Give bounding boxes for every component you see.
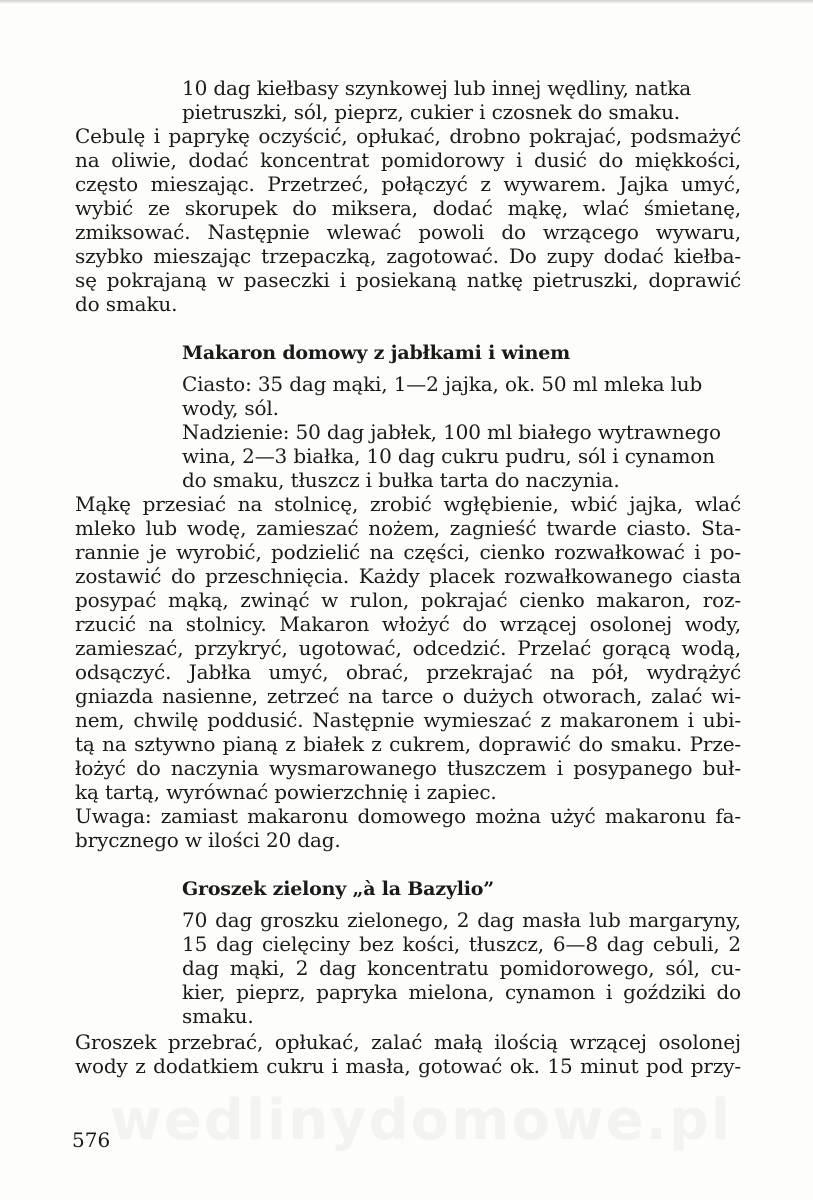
recipe-filling [75,420,741,492]
page-number: 576 [72,1128,111,1152]
recipe-dough [75,372,741,420]
intro-ingredients [75,76,741,124]
text-line: 15 dag cielęciny bez kości, tłuszcz, 6—8 dag cebuli, 2 [182,932,741,956]
text-line: wybić ze skorupek do miksera, dodać mąkę, wlać śmietanę, [75,196,741,220]
text-line: Cebulę i paprykę oczyścić, opłukać, drobno pokrajać, podsmażyć [75,124,741,148]
recipe-method [75,492,741,804]
text-line: Groszek przebrać, opłukać, zalać małą ilością wrzącej osolonej [75,1030,741,1054]
text-line: 70 dag groszku zielonego, 2 dag masła lub margaryny, [182,908,741,932]
text-line: wina, 2—3 białka, 10 dag cukru pudru, sól i cynamon [182,444,715,468]
text-line: Mąkę przesiać na stolnicę, zrobić wgłębienie, wbić jajka, wlać [75,492,741,516]
text-line: często mieszając. Przetrzeć, połączyć z wywarem. Jajka umyć, [75,172,741,196]
text-line: brycznego w ilości 20 dag. [75,828,341,852]
text-line: do smaku. [75,292,178,316]
intro-method [75,124,741,316]
text-line: gniazda nasienne, zetrzeć na tarce o dużych otworach, zalać wi- [75,684,741,708]
text-line: zmiksować. Następnie wlewać powoli do wrzącego wywaru, [75,220,741,244]
recipe-method [75,1030,741,1078]
text-line: zamieszać, przykryć, ugotować, odcedzić. Przelać gorącą wodą, [75,636,741,660]
text-line: Uwaga: zamiast makaronu domowego można użyć makaronu fa- [75,804,741,828]
watermark: wedlinydomowe.pl [110,1088,733,1153]
text-line: pietruszki, sól, pieprz, cukier i czosnek do smaku. [182,100,681,124]
page-top-edge [0,0,813,4]
text-line: posypać mąką, zwinąć w rulon, pokrajać cienko makaron, roz- [75,588,741,612]
text-line: odsączyć. Jabłka umyć, obrać, przekrajać na pół, wydrążyć [75,660,741,684]
recipe-title: Makaron domowy z jabłkami i winem [182,342,571,364]
text-line: do smaku, tłuszcz i bułka tarta do naczynia. [182,468,620,492]
text-line: Ciasto: 35 dag mąki, 1—2 jajka, ok. 50 ml mleka lub [182,372,703,396]
text-line: rannie je wyrobić, podzielić na części, cienko rozwałkować i po- [75,540,741,564]
text-line: łożyć do naczynia wysmarowanego tłuszczem i posypanego buł- [75,756,741,780]
recipe-note [75,804,741,852]
text-line: mleko lub wodę, zamieszać nożem, zagnieść twarde ciasto. Sta- [75,516,741,540]
text-line: sę pokrajaną w paseczki i posiekaną natkę pietruszki, doprawić [75,268,741,292]
text-line: szybko mieszając trzepaczką, zagotować. Do zupy dodać kiełba- [75,244,741,268]
text-line: wody z dodatkiem cukru i masła, gotować ok. 15 minut pod przy- [75,1054,741,1078]
text-line: kier, pieprz, papryka mielona, cynamon i goździki do [182,980,741,1004]
text-line: rzucić na stolnicy. Makaron włożyć do wrzącej osolonej wody, [75,612,741,636]
text-line: dag mąki, 2 dag koncentratu pomidorowego, sól, cu- [182,956,741,980]
text-line: tą na sztywno pianą z białek z cukrem, doprawić do smaku. Prze- [75,732,741,756]
text-line: nem, chwilę poddusić. Następnie wymieszać z makaronem i ubi- [75,708,741,732]
text-line: Nadzienie: 50 dag jabłek, 100 ml białego wytrawnego [182,420,721,444]
text-line: 10 dag kiełbasy szynkowej lub innej wędliny, natka [182,76,691,100]
text-line: smaku. [182,1004,254,1028]
text-line: ką tartą, wyrównać powierzchnię i zapiec. [75,780,497,804]
recipe-title: Groszek zielony „à la Bazylio” [182,878,494,900]
text-line: na oliwie, dodać koncentrat pomidorowy i dusić do miękkości, [75,148,741,172]
recipe-ingredients [75,908,741,1028]
text-line: zostawić do przeschnięcia. Każdy placek rozwałkowanego ciasta [75,564,741,588]
text-line: wody, sól. [182,396,279,420]
